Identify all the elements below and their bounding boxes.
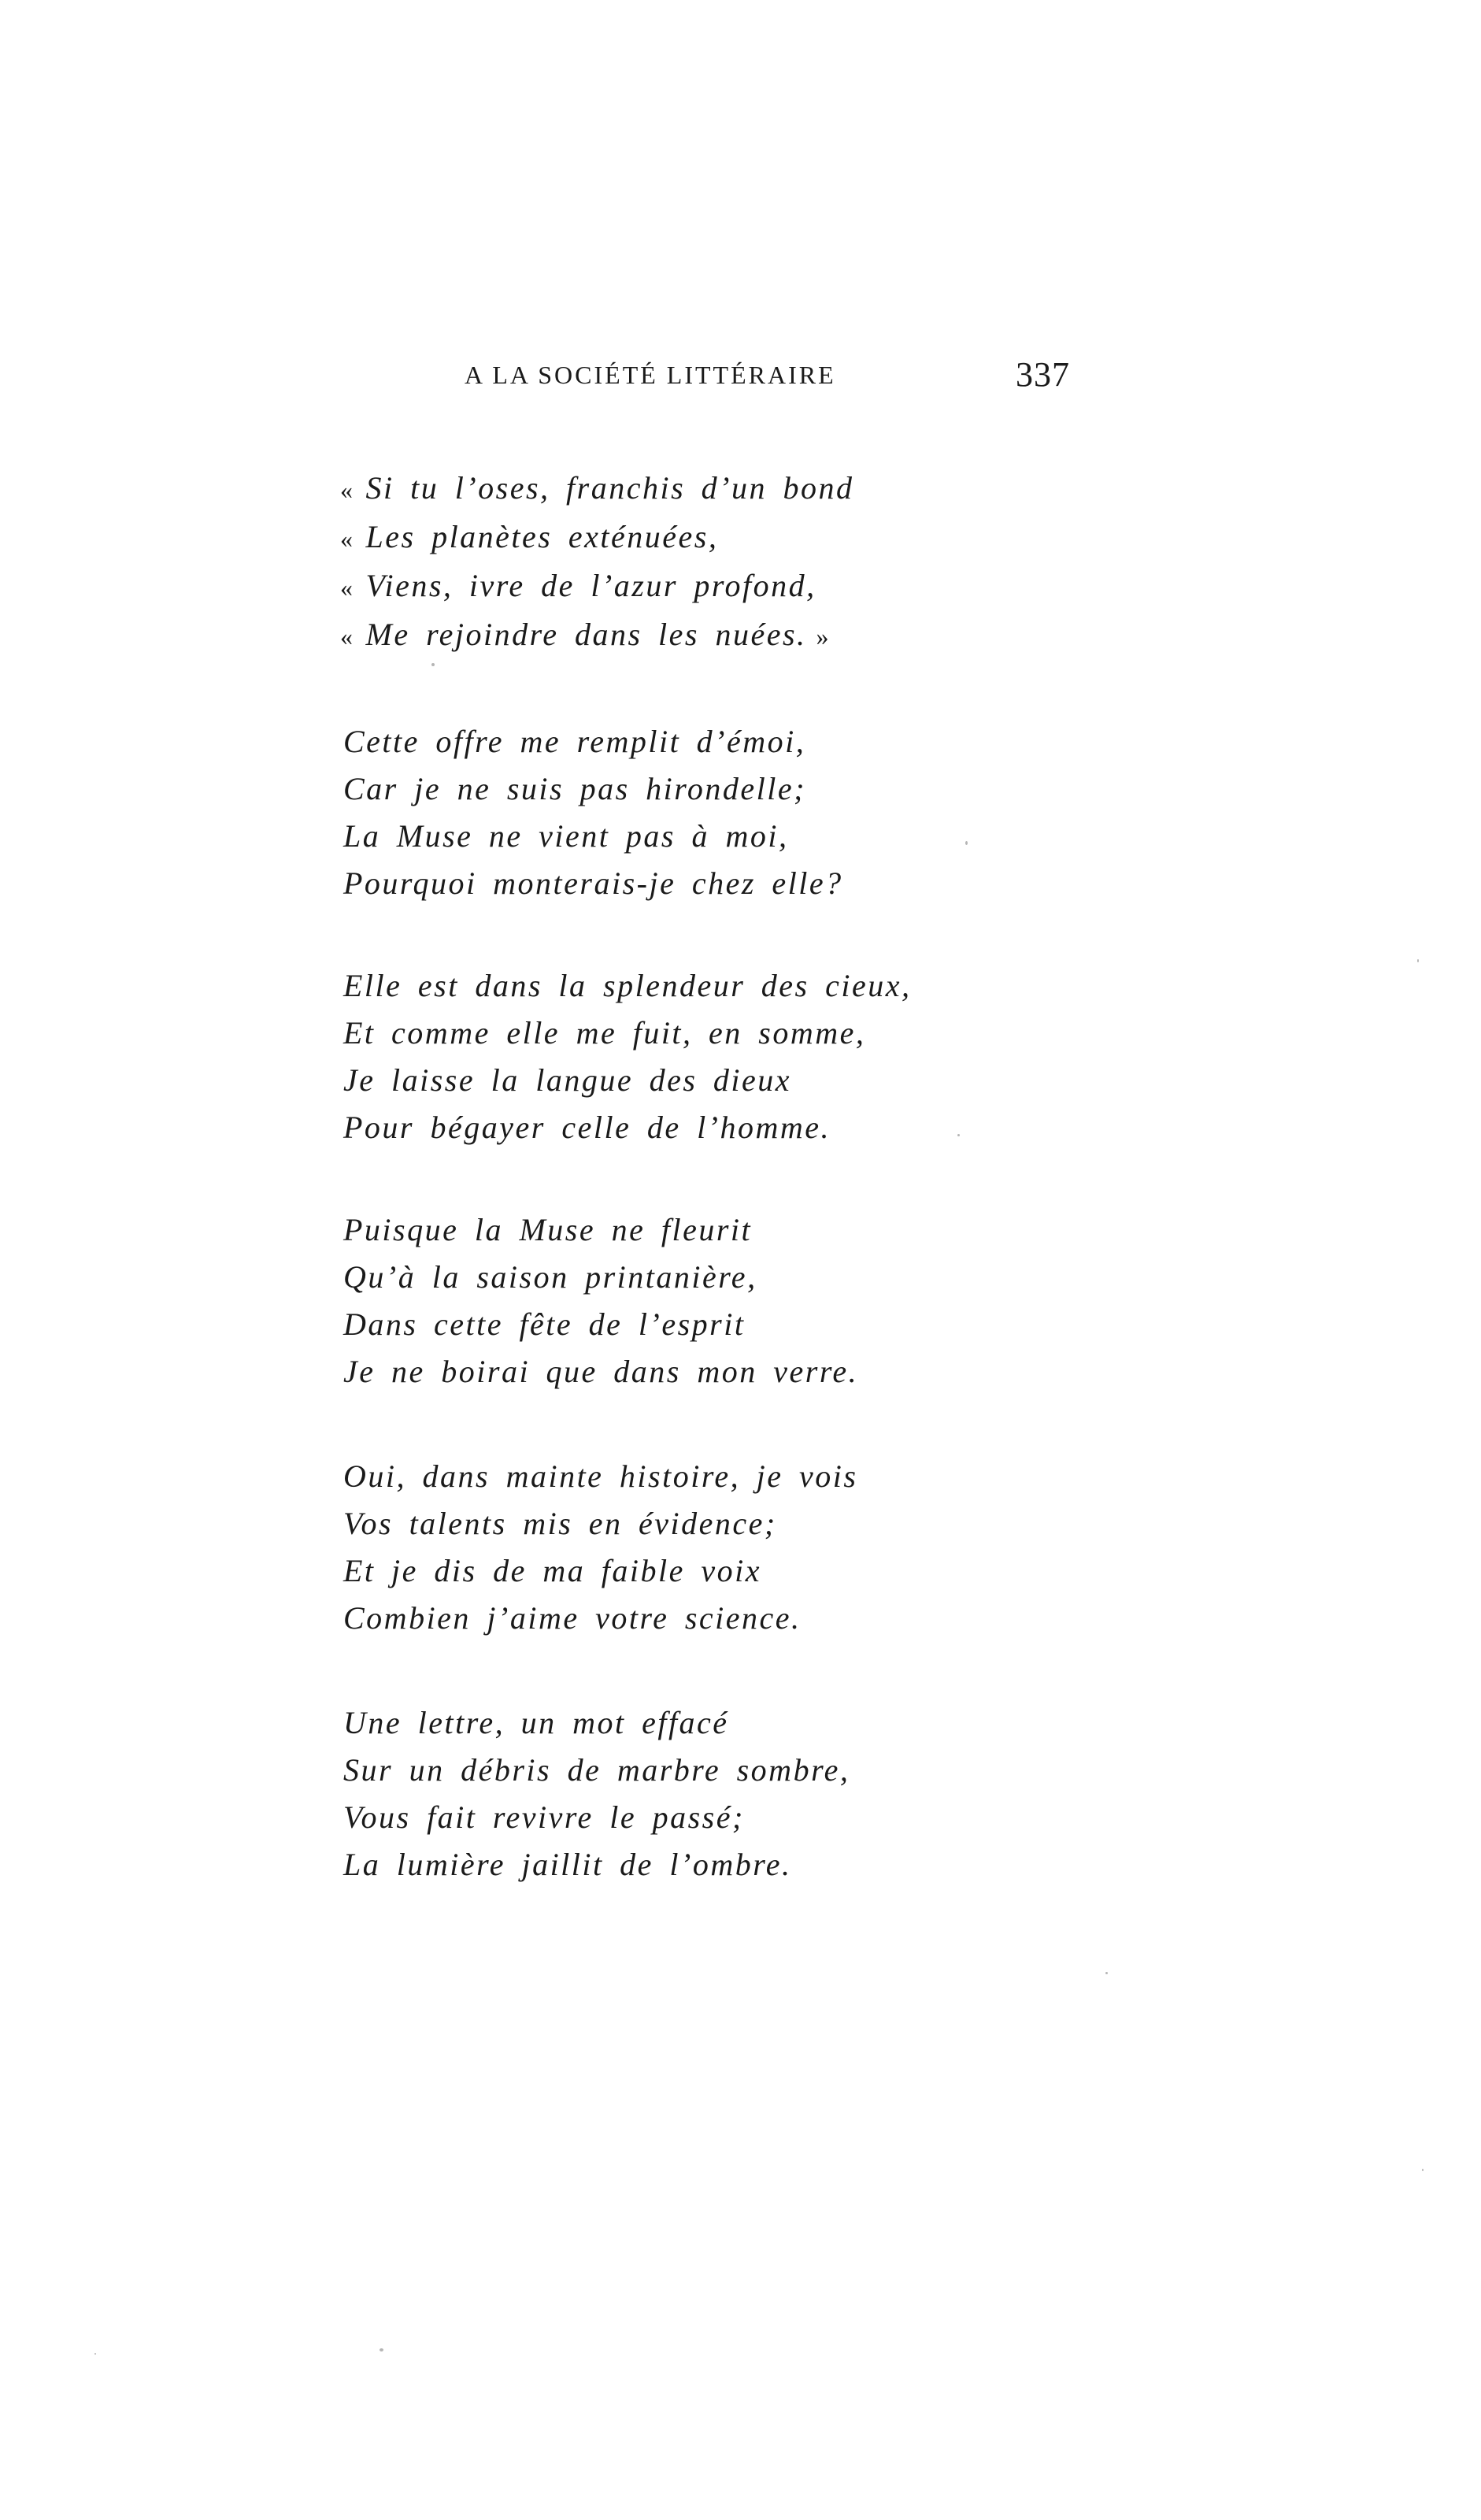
paper-speck [380,2348,383,2351]
verse-text: Me rejoindre dans les nuées. [365,617,807,652]
verse-line: Combien j’aime votre science. [343,1600,802,1636]
closing-quote-mark: » [816,622,831,650]
verse-line: La lumière jaillit de l’ombre. [343,1847,792,1882]
stanza [343,1699,1052,1888]
verse-line: Sur un débris de marbre sombre, [343,1752,850,1788]
paper-speck [1105,1972,1108,1974]
verse-line: Pourquoi monterais-je chez elle? [343,865,843,901]
opening-quote-mark: « [340,524,355,553]
stanza [343,1206,1052,1395]
verse-line: Dans cette fête de l’esprit [343,1306,746,1342]
verse-line: Cette offre me remplit d’émoi, [343,724,806,759]
stanza [343,1453,1052,1642]
stanza [343,718,1052,907]
verse-line: Pour bégayer celle de l’homme. [343,1110,831,1145]
verse-line [340,611,1049,660]
verse-text: Viens, ivre de l’azur profond, [365,568,816,603]
verse-line: Et je dis de ma faible voix [343,1553,761,1588]
verse-line [340,513,1049,562]
verse-line: Je laisse la langue des dieux [343,1062,792,1098]
opening-quote-mark: « [340,573,355,602]
stanza [340,465,1049,660]
paper-speck [957,1134,960,1136]
verse-line: Qu’à la saison printanière, [343,1259,757,1295]
paper-speck [431,663,435,666]
paper-speck [1422,2169,1424,2171]
verse-line: Oui, dans mainte histoire, je vois [343,1458,858,1494]
opening-quote-mark: « [340,476,355,504]
paper-speck [94,2353,96,2355]
verse-line: Car je ne suis pas hirondelle; [343,771,806,806]
verse-line: Une lettre, un mot effacé [343,1705,729,1740]
page-number: 337 [1016,355,1070,394]
verse-line: Elle est dans la splendeur des cieux, [343,968,912,1003]
verse-line: La Muse ne vient pas à moi, [343,818,789,854]
verse-line [340,465,1049,513]
verse-line: Et comme elle me fuit, en somme, [343,1015,866,1051]
verse-line: Vous fait revivre le passé; [343,1799,745,1835]
verse-text: Si tu l’oses, franchis d’un bond [365,470,854,506]
stanza [343,962,1052,1151]
verse-text: Les planètes exténuées, [365,519,719,554]
paper-speck [965,841,968,845]
verse-line: Je ne boirai que dans mon verre. [343,1354,859,1389]
running-head: A LA SOCIÉTÉ LITTÉRAIRE [465,361,836,389]
verse-line: Vos talents mis en évidence; [343,1506,777,1541]
verse-line: Puisque la Muse ne fleurit [343,1212,753,1247]
verse-line [340,562,1049,611]
opening-quote-mark: « [340,622,355,650]
paper-speck [1417,959,1419,962]
